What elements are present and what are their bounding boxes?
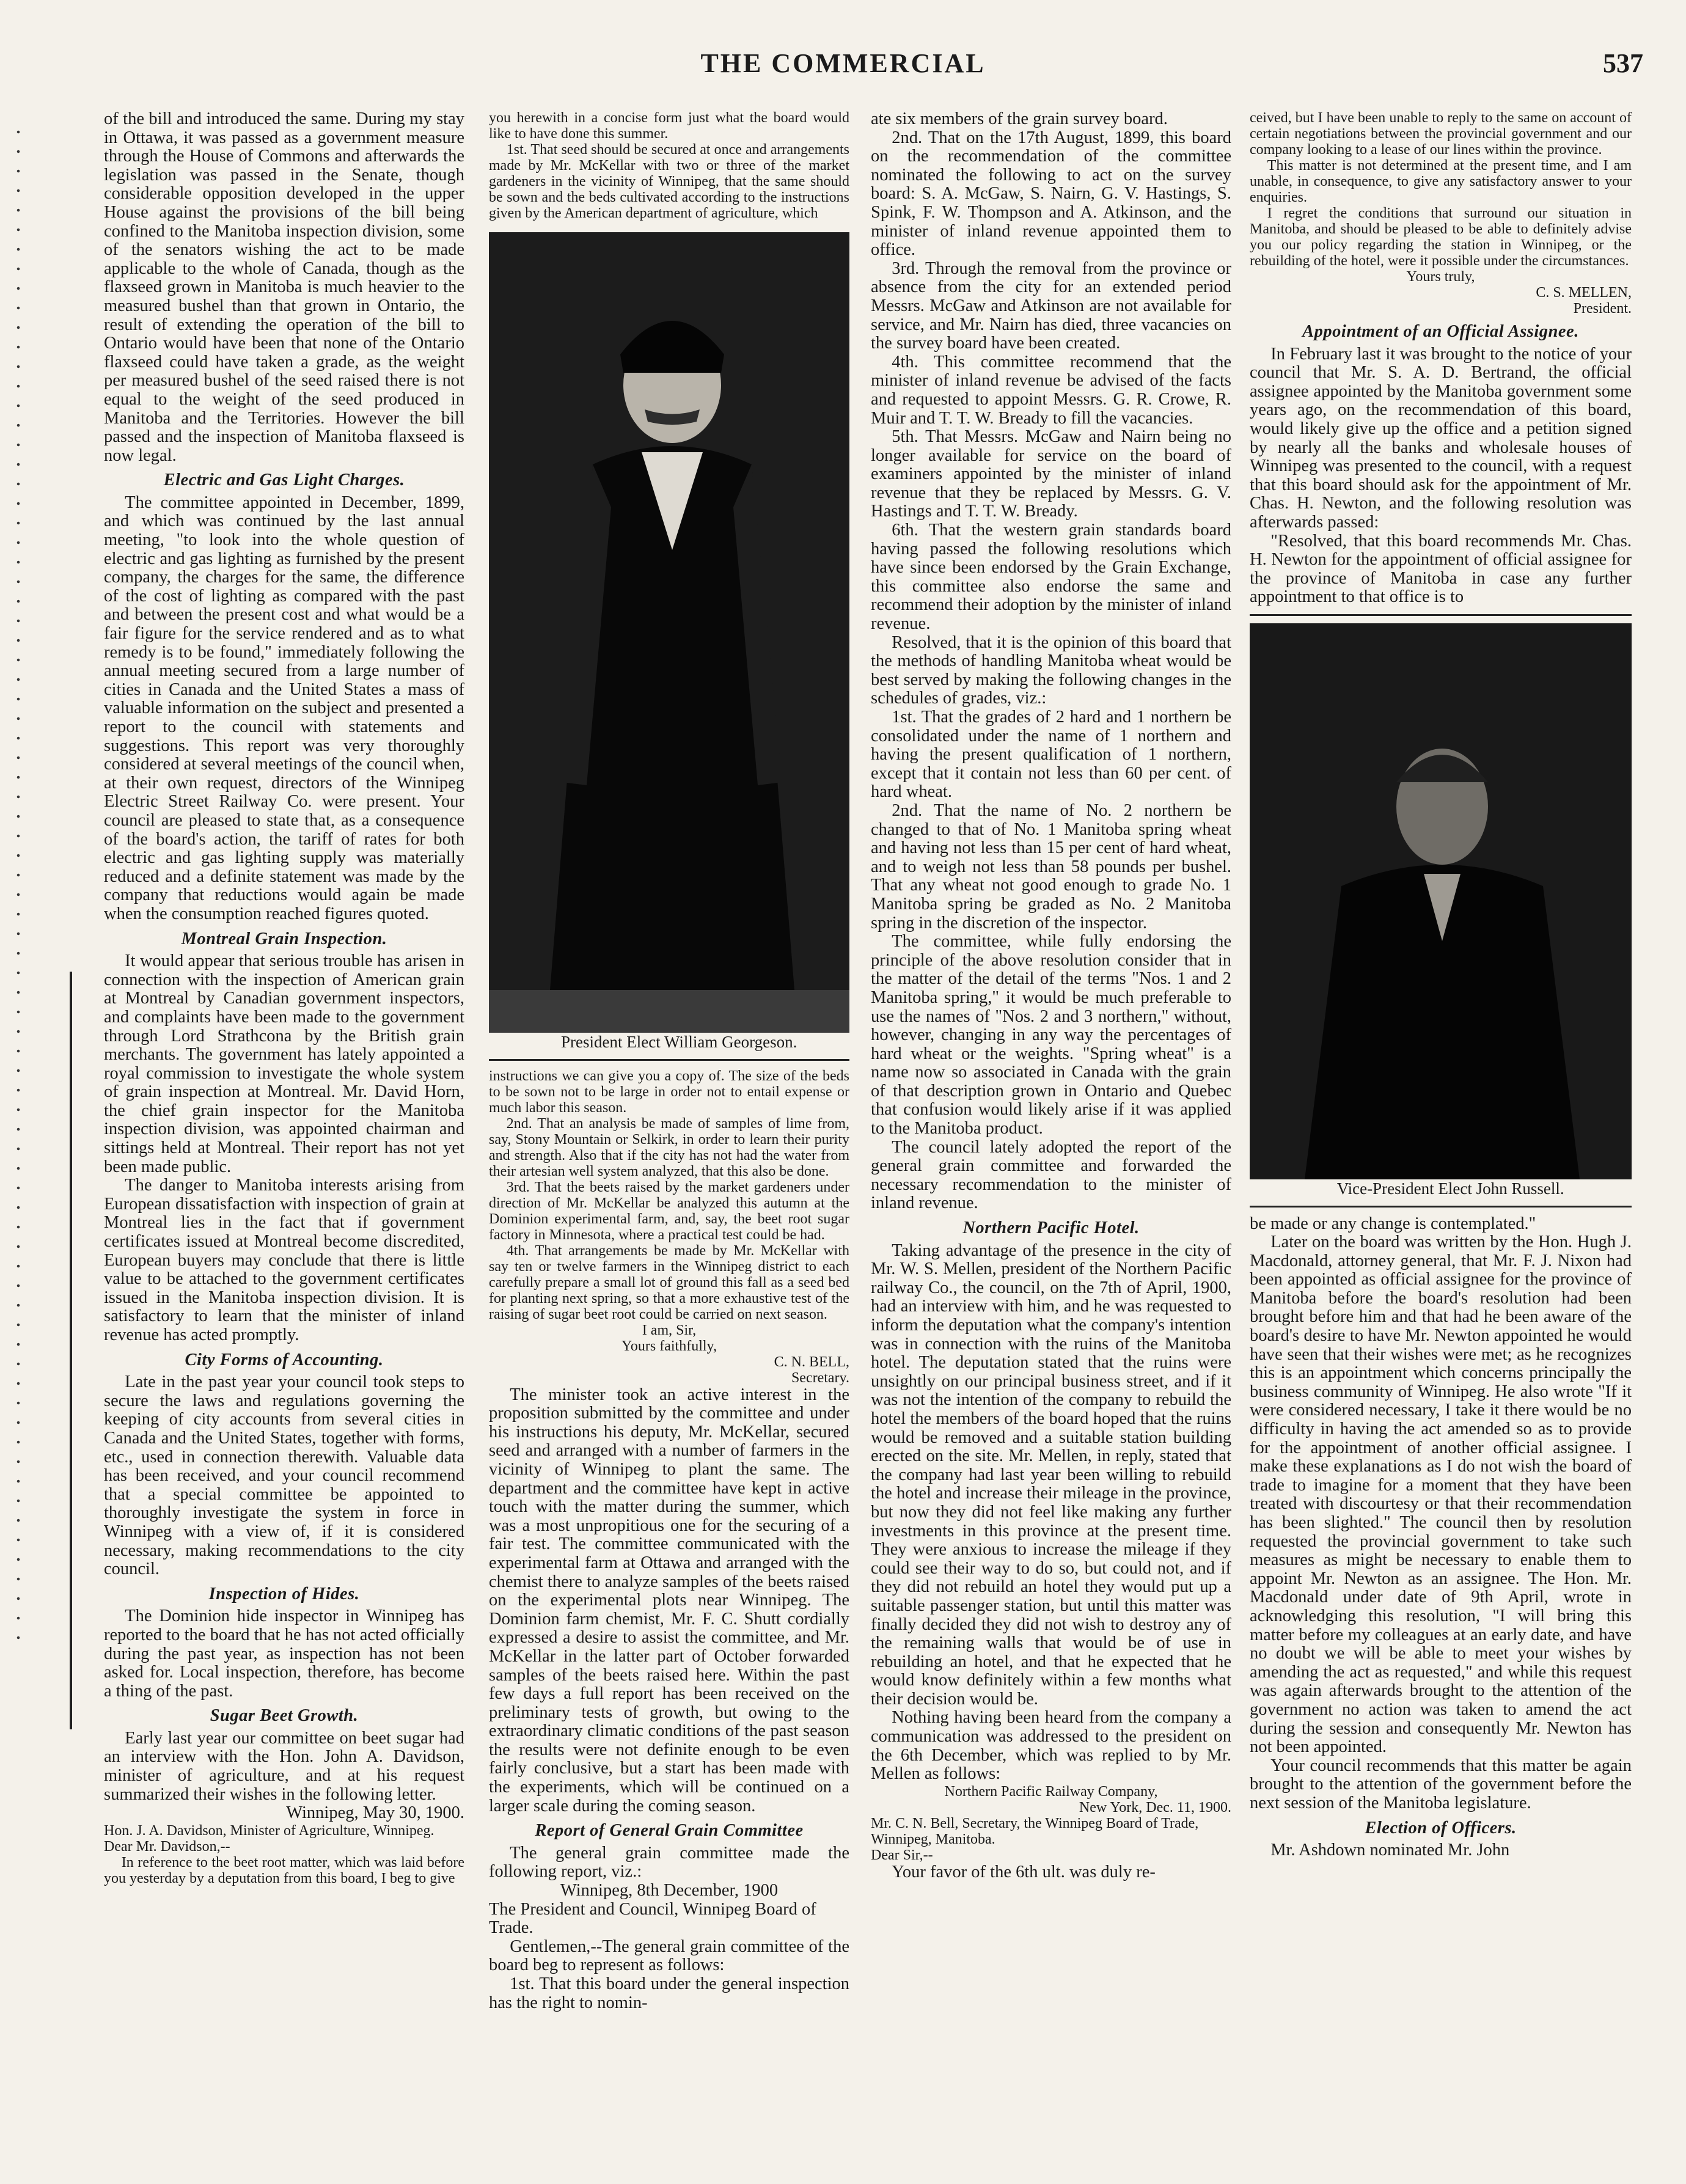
letter-paragraph: 3rd. That the beets raised by the market gardeners under direction of Mr. McKellar be analyzed this autumn at the Dominion experimental farm, and, say, the beet root sugar factory in Minnesota, where a practical test could be had.: [489, 1179, 849, 1243]
paragraph: 3rd. Through the removal from the province or absence from the city for an extended period Messrs. McGaw and Atkinson are not available for service, and Mr. Nairn has died, three vacancies on the survey board have been created.: [871, 258, 1231, 353]
divider: [489, 1059, 849, 1061]
paragraph: Mr. Ashdown nominated Mr. John: [1270, 1841, 1510, 1860]
section-heading: Appointment of an Official Assignee.: [1302, 322, 1579, 341]
paragraph: The Dominion hide inspector in Winnipeg has reported to the board that he has not acted officially during the past year, as inspection has not been asked for. Local inspection, therefore, has become a thing of the past.: [104, 1607, 464, 1701]
section-heading: Electric and Gas Light Charges.: [163, 471, 405, 490]
letter-paragraph: In reference to the beet root matter, which was laid before you yesterday by a deputation from this board, I beg to give: [104, 1854, 464, 1886]
paragraph: ate six members of the grain survey board.: [871, 110, 1168, 128]
photo-caption: President Elect William Georgeson.: [561, 1033, 797, 1051]
letter-signer-title: President.: [1573, 301, 1632, 317]
portrait-photo-georgeson: [489, 232, 849, 1033]
paragraph: Resolved, that it is the opinion of this board that the methods of handling Manitoba wheat would be best served by making the following changes in the schedules of grades, viz.:: [871, 632, 1231, 708]
report-dateline: Winnipeg, 8th December, 1900: [560, 1881, 779, 1900]
letter-date: New York, Dec. 11, 1900.: [1079, 1799, 1231, 1816]
report-addressee: The President and Council, Winnipeg Board of Trade.: [489, 1899, 816, 1938]
paragraph: It would appear that serious trouble has arisen in connection with the inspection of American grain at Montreal by Canadian government inspectors, and complaints have been made to the government through Lord Strathcona by the British grain merchants. The government has lately appointed a royal commission to investigate the whole system of grain inspection at Montreal. Mr. David Horn, the chief grain inspector for the Manitoba inspection division, was appointed chairman and sittings held at Montreal. Their report has not yet been made public.: [104, 951, 464, 1176]
paragraph: 4th. This committee recommend that the minister of inland revenue be advised of the facts and requested to appoint Messrs. G. R. Crowe, R. Muir and T. T. W. Bready to fill the vacancies.: [871, 352, 1231, 428]
portrait-georgeson-figure: [489, 232, 849, 1033]
paragraph: Early last year our committee on beet sugar had an interview with the Hon. John A. Davidson, minister of agriculture, and at his request summarized their wishes in the following letter.: [104, 1728, 464, 1804]
paragraph: Gentlemen,--The general grain committee of the board beg to represent as follows:: [489, 1937, 849, 1975]
letter-paragraph: you herewith in a concise form just what the board would like to have done this summer.: [489, 110, 849, 142]
paragraph: In February last it was brought to the notice of your council that Mr. S. A. D. Bertrand, the official assignee appointed by the Manitoba government some years ago, on the recommendation of this board, would likely give up the office and a petition signed by nearly all the banks and wholesale houses of Winnipeg was presented to the council, with a request that this board should ask for the appointment of Mr. Chas. H. Newton, and the following resolution was afterwards passed:: [1250, 344, 1632, 532]
masthead: [0, 0, 1686, 98]
paragraph: The minister took an active interest in the proposition submitted by the committee and under his instructions his deputy, Mr. McKellar, secured seed and arranged with a number of farmers in the vicinity of Winnipeg to plant the same. The department and the committee have kept in active touch with the matter during the summer, which was a most unpropitious one for the securing of a fair test. The committee communicated with the experimental farm at Ottawa and arranged with the chemist there to analyze samples of the beets raised on the experimental plots near Winnipeg. The Dominion farm chemist, Mr. F. C. Shutt cordially expressed a desire to assist the committee, and Mr. McKellar in the latter part of October forwarded samples of the beets raised here. Within the past few days a full report has been received on the preliminary tests of growth, but owing to the extraordinary climatic conditions of the past season the results were not definite enough to be even fairly conclusive, but a start has been made with the experiments, which will be continued on a larger scale during the coming season.: [489, 1385, 849, 1816]
letter-paragraph: 4th. That arrangements be made by Mr. McKellar with say ten or twelve farmers in the Winnipeg district to each carefully prepare a small lot of ground this fall as a seed bed for planting next spring, so that a more exhaustive test of the raising of sugar beet root could be carried on next season.: [489, 1242, 849, 1322]
column-3: [871, 110, 1231, 2163]
column-4: [1250, 110, 1632, 2163]
letter-paragraph: ceived, but I have been unable to reply to the same on account of certain negotiations between the provincial government and our company looking to a lease of our lines within the province.: [1250, 110, 1632, 158]
paragraph: Later on the board was written by the Hon. Hugh J. Macdonald, attorney general, that Mr. F. J. Nixon had been appointed as official assignee for the province of Manitoba before the board's resolution had been brought before him and that had he been aware of the board's desire to have Mr. Newton appointed he would have seen that their wishes were met; as he recognizes this is an appointment which concerns principally the business community of Winnipeg. He also wrote "If it were considered necessary, I take it there would be no difficulty in having the act amended so as to provide for the appointment of another official assignee. I make these explanations as I do not wish the board of trade to imagine for a moment that they have been treated with discourtesy or that their recommendation has been slighted." The council then by resolution requested the provincial government to take such measures as might be necessary to enable them to appoint Mr. Newton as an assignee. The Hon. Mr. Macdonald under date of 9th April, wrote in acknowledging this resolution, "I will bring this matter before my colleagues at an early date, and have no doubt we will be able to meet your wishes by amending the act as requested," and while this request was again afterwards brought to the attention of the government no action was taken to amend the act during the session and consequently Mr. Newton has not been appointed.: [1250, 1233, 1632, 1757]
letter-salutation: Dear Mr. Davidson,--: [104, 1838, 230, 1855]
paragraph: The danger to Manitoba interests arising from European dissatisfaction with inspection of grain at Montreal lies in the fact that if government certificates issued at Montreal become discredited, European buyers may conclude that there is little value to be attached to the government certificates issued in the Manitoba inspection division. It is satisfactory to learn that the minister of inland revenue has acted promptly.: [104, 1176, 464, 1344]
letter-paragraph: instructions we can give you a copy of. The size of the beds to be sown not to be large in order not to entail expense or much labor this season.: [489, 1068, 849, 1116]
column-2: [489, 110, 849, 2163]
paragraph: The committee, while fully endorsing the principle of the above resolution consider that in the matter of the detail of the terms "Nos. 1 and 2 Manitoba spring," it would be much preferable to use the names of "Nos. 2 and 3 northern," without, however, changing in any way the percentages of hard wheat or the weights. "Spring wheat" is a name now so associated in Canada with the grain of that description grown in Ontario and Quebec that confusion would likely arise if it was applied to the Manitoba product.: [871, 932, 1231, 1138]
paragraph: 5th. That Messrs. McGaw and Nairn being no longer available for service on the board of examiners appointed by the minister of inland revenue that they be replaced by Messrs. G. V. Hastings and T. T. W. Bready.: [871, 427, 1231, 521]
letter-closing: I am, Sir,: [642, 1322, 697, 1338]
letter-closing: Yours faithfully,: [621, 1338, 717, 1354]
paragraph: Late in the past year your council took steps to secure the laws and regulations governing the keeping of city accounts from several cities in Canada and the United States, together with forms, etc., used in connection therewith. Valuable data has been received, and your council recommend that a special committee be appointed to thoroughly investigate the system in force in Winnipeg with a view of, if it is considered necessary, making recommendations to the city council.: [104, 1372, 464, 1579]
paragraph: The committee appointed in December, 1899, and which was continued by the last annual meeting, "to look into the whole question of electric and gas lighting as furnished by the present company, the charges for the same, the difference of the cost of lighting as compared with the past and between the present cost and what would be a fair figure for the service rendered and as to what remedy is to be found," immediately following the annual meeting secured from a large number of cities in Canada and the United States a mass of valuable information on the subject and presented a report to the council with statements and suggestions. This report was very thoroughly considered at several meetings of the council when, at their own request, directors of the Winnipeg Electric Street Railway Co. were present. Your council are pleased to state that, as a consequence of the board's action, the tariff of rates for both electric and gas lighting supply was materially reduced and a definite statement was made by the company that reductions would again be made when the consumption reached figures quoted.: [104, 493, 464, 923]
letter-paragraph: 1st. That seed should be secured at once and arrangements made by Mr. McKellar with two or three of the market gardeners in the vicinity of Winnipeg, that the same should be sown and the beds cultivated according to the instructions given by the American department of agriculture, which: [489, 142, 849, 221]
letter-closing: Yours truly,: [1406, 269, 1475, 285]
paragraph: 6th. That the western grain standards board having passed the following resolutions which have since been endorsed by the Grain Exchange, this committee also endorse the same and recommend their adoption by the minister of inland revenue.: [871, 521, 1231, 634]
page-number: 537: [1603, 48, 1643, 78]
paragraph: 2nd. That on the 17th August, 1899, this board on the recommendation of the committee nominated the following to act on the survey board: S. A. McGaw, S. Nairn, G. V. Hastings, S. Spink, F. W. Thompson and A. Atkinson, and the minister of inland revenue appointed them to office.: [871, 128, 1231, 260]
paragraph: be made or any change is contemplated.": [1250, 1214, 1536, 1233]
portrait-photo-russell: [1250, 623, 1632, 1179]
letter-paragraph: I regret the conditions that surround our situation in Manitoba, and should be pleased to be able to definitely advise you our policy regarding the station in Winnipeg, or the rebuilding of the hotel, were it possible under the circumstances.: [1250, 205, 1632, 269]
paragraph: Taking advantage of the presence in the city of Mr. W. S. Mellen, president of the Northern Pacific railway Co., the council, on the 7th of April, 1900, had an interview with him, and he was requested to inform the deputation what the company's intention was in connection with the ruins of the Manitoba hotel. The deputation stated that the ruins were unsightly on our principal business street, and if it was not the intention of the company to rebuild the hotel the members of the board hoped that the ruins would be removed and a suitable station building erected on the site. Mr. Mellen, in reply, stated that the company had last year been willing to rebuild the hotel and increase their mileage in the province, but now they did not feel like making any further investments in this province at the present time. They were anxious to increase the mileage if they could see their way to do so, but could not, and if they did not rebuild an hotel they would put up a suitable passenger station, but until this matter was finally decided they did not wish to destroy any of the remaining walls that would be of use in rebuilding an hotel, and that he expected that he would know definitely within a few months what their decision would be.: [871, 1240, 1231, 1709]
section-heading: City Forms of Accounting.: [185, 1350, 384, 1369]
section-heading: Sugar Beet Growth.: [210, 1706, 359, 1726]
section-heading: Montreal Grain Inspection.: [181, 929, 387, 948]
divider: [1250, 614, 1632, 616]
paragraph: The general grain committee made the following report, viz.:: [489, 1843, 849, 1882]
letter-signer-title: Secretary.: [791, 1369, 849, 1386]
margin-rule: [70, 972, 72, 1729]
page-title: THE COMMERCIAL: [700, 48, 986, 78]
paragraph: The council lately adopted the report of the general grain committee and forwarded the necessary recommendation to the minister of inland revenue.: [871, 1137, 1231, 1213]
letter-paragraph: This matter is not determined at the present time, and I am unable, in consequence, to give any satisfactory answer to your enquiries.: [1250, 158, 1632, 205]
divider: [1250, 1206, 1632, 1207]
paragraph: 1st. That the grades of 2 hard and 1 northern be consolidated under the name of 1 northern and having the present qualification of 1 northern, except that it contain not less than 60 per cent. of hard wheat.: [871, 708, 1231, 802]
letter-signer: C. N. BELL,: [774, 1354, 849, 1370]
letter-signer: C. S. MELLEN,: [1536, 285, 1632, 301]
paragraph: Nothing having been heard from the company a communication was addressed to the president on the 6th December, which was replied to by Mr. Mellen as follows:: [871, 1708, 1231, 1784]
paragraph: Your council recommends that this matter be again brought to the attention of the government before the next session of the Manitoba legislature.: [1250, 1756, 1632, 1812]
section-heading: Election of Officers.: [1365, 1818, 1517, 1838]
portrait-russell-figure: [1250, 623, 1632, 1179]
letter-paragraph: 2nd. That an analysis be made of samples of lime from, say, Stony Mountain or Selkirk, in order to learn their purity and strength. Also that if the city has not had the water from their artesian well system analyzed, that this also be done.: [489, 1115, 849, 1179]
paragraph: "Resolved, that this board recommends Mr. Chas. H. Newton for the appointment of official assignee for the province of Manitoba in case any further appointment to that office is to: [1250, 531, 1632, 607]
letter-addressee: Hon. J. A. Davidson, Minister of Agriculture, Winnipeg.: [104, 1822, 434, 1839]
photo-caption: Vice-President Elect John Russell.: [1336, 1179, 1564, 1198]
letter-addressee: Mr. C. N. Bell, Secretary, the Winnipeg Board of Trade, Winnipeg, Manitoba.: [871, 1815, 1199, 1847]
margin-perforation: [16, 122, 21, 1650]
paragraph: 2nd. That the name of No. 2 northern be changed to that of No. 1 Manitoba spring wheat and having not less than 15 per cent of hard wheat, and to weigh not less than 58 pounds per bushel. That any wheat not good enough to grade No. 1 Manitoba spring be graded as No. 2 Manitoba spring in the discretion of the inspector.: [871, 801, 1231, 933]
paragraph: of the bill and introduced the same. During my stay in Ottawa, it was passed as a government measure through the House of Commons and afterwards the legislation was passed in the Senate, though considerable opposition developed in the upper House against the provisions of the bill being confined to the Manitoba inspection division, some of the senators wishing the act to be made applicable to the whole of Canada, though as the flaxseed grown in Manitoba is much heavier to the measured bushel than that grown in Ontario, the result of extending the operation of the bill to Ontario would have been that none of the Ontario flaxseed could have taken a grade, as the weight per measured bushel of the seed raised there is not equal to the weight of the seed produced in Manitoba and the Territories. However the bill passed and the inspection of Manitoba flaxseed is now legal.: [104, 110, 464, 465]
dateline: Winnipeg, May 30, 1900.: [286, 1803, 464, 1823]
paragraph: Your favor of the 6th ult. was duly re-: [892, 1862, 1156, 1882]
section-heading: Inspection of Hides.: [208, 1584, 360, 1603]
letter-salutation: Dear Sir,--: [871, 1847, 933, 1863]
paragraph: 1st. That this board under the general inspection has the right to nomin-: [489, 1974, 849, 2012]
letter-from: Northern Pacific Railway Company,: [944, 1783, 1158, 1800]
section-heading: Northern Pacific Hotel.: [962, 1218, 1140, 1238]
column-1: [104, 110, 464, 2163]
section-heading: Report of General Grain Committee: [535, 1821, 804, 1841]
